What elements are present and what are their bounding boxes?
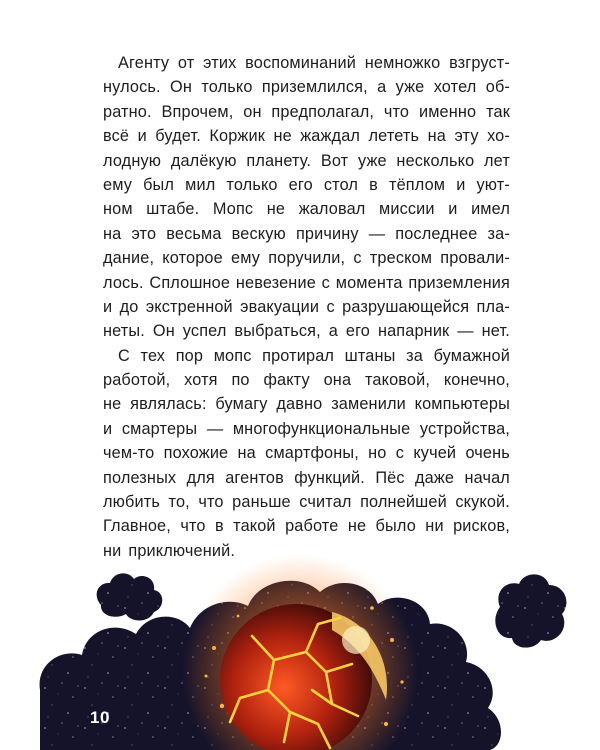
word: жаловал: [298, 200, 366, 219]
word: планету.: [246, 151, 312, 170]
word: работой,: [103, 371, 171, 390]
word: лось.: [103, 273, 144, 292]
word: тех: [140, 346, 166, 365]
word: Мопс: [212, 200, 254, 219]
word: предполагал,: [271, 102, 375, 121]
word: лет: [484, 151, 510, 170]
word: агентов: [225, 468, 284, 487]
cloud-right: [495, 574, 566, 647]
word: начал: [464, 468, 510, 487]
word: ратно.: [103, 102, 152, 121]
word: Коржик: [209, 127, 265, 146]
word: этих: [203, 54, 237, 72]
word: с: [395, 444, 405, 463]
word: чем-то: [103, 444, 155, 463]
word: ни: [425, 517, 444, 536]
word: ном: [103, 200, 133, 219]
word: треском: [369, 249, 433, 268]
word: не: [347, 517, 367, 536]
word: будет.: [155, 127, 201, 146]
word: рисков,: [453, 517, 510, 536]
word: неты.: [103, 322, 145, 341]
word: тёплом: [388, 175, 446, 194]
word: его: [288, 175, 313, 194]
word: до: [119, 297, 139, 316]
word: похожие: [163, 444, 229, 463]
word: ни: [103, 541, 122, 560]
word: Впрочем,: [161, 102, 234, 121]
word: далёкую: [170, 151, 237, 170]
word: выбраться,: [234, 322, 321, 341]
word: взгруст-: [449, 54, 510, 72]
word: на: [237, 444, 256, 463]
word: являлась:: [130, 395, 207, 414]
word: ему: [103, 175, 133, 194]
word: Вот: [320, 151, 349, 170]
word: устройства,: [419, 419, 510, 438]
word: факту: [263, 371, 310, 390]
word: заменили: [331, 395, 406, 414]
word: мопс: [213, 346, 252, 365]
word: несколько: [396, 151, 475, 170]
word: в: [214, 517, 224, 536]
word: что: [180, 517, 206, 536]
word: с: [326, 297, 335, 316]
word: не: [103, 395, 122, 414]
word: приземления: [408, 273, 510, 292]
word: поручили,: [268, 249, 346, 268]
word: мил: [185, 175, 216, 194]
word: момента: [335, 273, 403, 292]
word: многофункциональные: [232, 419, 411, 438]
word: которое: [162, 249, 223, 268]
word: она: [323, 371, 352, 390]
word: хотел: [433, 78, 477, 97]
word: невезение: [235, 273, 316, 292]
word: что: [383, 102, 410, 121]
word: не: [266, 200, 286, 219]
word: таковой,: [364, 371, 431, 390]
word: Агенту: [118, 54, 170, 72]
word: и: [456, 175, 466, 194]
word: за: [406, 346, 423, 365]
word: по: [231, 371, 250, 390]
word: любить: [103, 493, 160, 512]
word: функций.: [294, 468, 365, 487]
word: провали-: [440, 249, 510, 268]
word: весьма: [166, 224, 222, 243]
word: эвакуации: [240, 297, 320, 316]
word: кучей: [413, 444, 457, 463]
word: считал: [299, 493, 352, 512]
word: скукой.: [455, 493, 510, 512]
word: только: [201, 78, 253, 97]
word: последнее: [395, 224, 478, 243]
word: нет.: [481, 322, 510, 341]
word: в: [369, 175, 378, 194]
word: с: [353, 249, 362, 268]
word: имел: [471, 200, 510, 219]
word: на: [427, 127, 446, 146]
word: дание,: [103, 249, 155, 268]
word: смартфоны,: [265, 444, 359, 463]
word: миссии: [379, 200, 435, 219]
word: всё: [103, 127, 130, 146]
word: —: [457, 322, 474, 341]
word: С: [118, 346, 130, 365]
word: об-: [485, 78, 510, 97]
word: стол: [323, 175, 359, 194]
word: не: [273, 127, 292, 146]
word: бумагу: [215, 395, 268, 414]
page-number: 10: [90, 708, 110, 727]
word: бумажной: [433, 346, 510, 365]
word: то,: [168, 493, 190, 512]
word: штабе.: [146, 200, 200, 219]
word: давно: [276, 395, 323, 414]
small-cloud-left: [97, 573, 163, 620]
word: немножко: [364, 54, 441, 72]
word: жаждал: [300, 127, 361, 146]
word: и: [137, 127, 147, 146]
word: успел: [182, 322, 227, 341]
word: Пёс: [375, 468, 405, 487]
word: эту: [454, 127, 479, 146]
word: он: [243, 102, 262, 121]
word: что: [198, 493, 224, 512]
word: даже: [415, 468, 455, 487]
word: только: [226, 175, 278, 194]
word: от: [177, 54, 195, 72]
word: Сплошное: [149, 273, 231, 292]
word: за-: [487, 224, 510, 243]
word: конечно,: [443, 371, 510, 390]
word: был: [143, 175, 175, 194]
word: компьютеры: [414, 395, 510, 414]
word: а: [377, 78, 387, 97]
word: причину: [295, 224, 359, 243]
word: было: [375, 517, 416, 536]
word: напарник: [377, 322, 450, 341]
word: Главное,: [103, 517, 171, 536]
word: так: [486, 102, 510, 121]
word: разрушающейся: [342, 297, 470, 316]
word: и: [448, 200, 458, 219]
word: хо-: [487, 127, 510, 146]
word: приключений.: [128, 541, 236, 560]
word: с: [321, 273, 330, 292]
word: это: [131, 224, 157, 243]
word: ему: [231, 249, 261, 268]
word: уже: [395, 78, 425, 97]
word: работе: [285, 517, 339, 536]
word: и: [103, 419, 113, 438]
word: на: [103, 224, 122, 243]
word: —: [206, 419, 224, 438]
word: такой: [233, 517, 276, 536]
word: Он: [152, 322, 175, 341]
word: его: [345, 322, 371, 341]
word: но: [368, 444, 387, 463]
word: полезных: [103, 468, 177, 487]
word: лодную: [103, 151, 162, 170]
word: экстренной: [145, 297, 233, 316]
word: уже: [357, 151, 387, 170]
word: для: [186, 468, 215, 487]
word: полнейшей: [360, 493, 447, 512]
word: и: [103, 297, 113, 316]
word: пла-: [476, 297, 510, 316]
word: хотя: [184, 371, 218, 390]
word: лететь: [368, 127, 420, 146]
word: вескую: [231, 224, 286, 243]
word: нулось.: [103, 78, 161, 97]
word: штаны: [344, 346, 396, 365]
word: протирал: [262, 346, 335, 365]
word: приземлился,: [261, 78, 368, 97]
word: —: [368, 224, 386, 243]
word: раньше: [232, 493, 291, 512]
word: уют-: [476, 175, 510, 194]
word: смартеры: [121, 419, 198, 438]
word: а: [328, 322, 338, 341]
word: очень: [465, 444, 510, 463]
word: Он: [170, 78, 193, 97]
word: воспоминаний: [245, 54, 356, 72]
word: пор: [175, 346, 204, 365]
word: именно: [418, 102, 477, 121]
